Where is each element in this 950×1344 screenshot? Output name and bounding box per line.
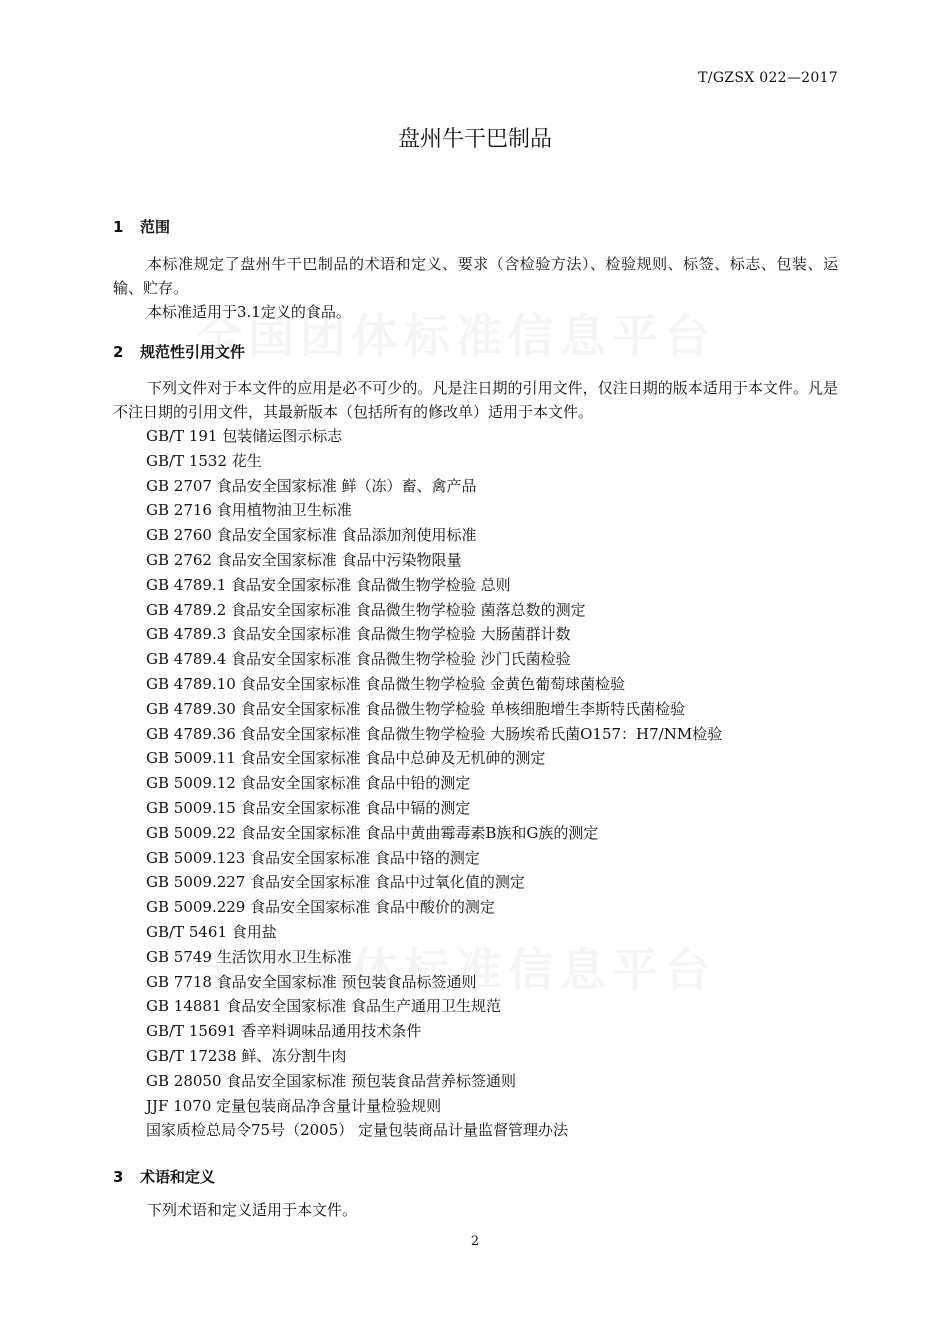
reference-item: GB 2716 食用植物油卫生标准 <box>146 501 352 520</box>
reference-item: GB 2760 食品安全国家标准 食品添加剂使用标准 <box>146 526 477 545</box>
section-number: 3 <box>113 1168 124 1186</box>
reference-item: GB 14881 食品安全国家标准 食品生产通用卫生规范 <box>146 997 502 1016</box>
reference-list <box>146 424 722 1143</box>
reference-item: GB/T 15691 香辛料调味品通用技术条件 <box>146 1022 422 1041</box>
reference-item: GB 5009.11 食品安全国家标准 食品中总砷及无机砷的测定 <box>146 749 546 768</box>
reference-item: GB 5009.229 食品安全国家标准 食品中酸价的测定 <box>146 898 495 917</box>
section-heading-normative <box>113 341 245 362</box>
scope-paragraph: 本标准规定了盘州牛干巴制品的术语和定义、要求（含检验方法）、检验规则、标签、标志、包装、运输、贮存。 <box>113 255 838 297</box>
reference-item: GB 2707 食品安全国家标准 鲜（冻）畜、禽产品 <box>146 476 477 495</box>
reference-item: GB 4789.36 食品安全国家标准 食品微生物学检验 大肠埃希氏菌O157：H7/NM检验 <box>146 724 723 743</box>
reference-item: GB 5009.12 食品安全国家标准 食品中铅的测定 <box>146 774 471 793</box>
section-heading-scope <box>113 216 170 237</box>
reference-item: GB 4789.3 食品安全国家标准 食品微生物学检验 大肠菌群计数 <box>146 625 571 644</box>
reference-item: GB 4789.30 食品安全国家标准 食品微生物学检验 单核细胞增生李斯特氏菌检验 <box>146 699 686 718</box>
reference-item: GB 5009.123 食品安全国家标准 食品中铬的测定 <box>146 848 480 867</box>
section-heading-terms <box>113 1166 215 1187</box>
reference-item: GB 4789.2 食品安全国家标准 食品微生物学检验 菌落总数的测定 <box>146 600 586 619</box>
reference-item: 国家质检总局令75号（2005） 定量包装商品计量监督管理办法 <box>146 1121 569 1140</box>
normative-intro: 下列文件对于本文件的应用是必不可少的。凡是注日期的引用文件，仅注日期的版本适用于本文件。凡是不注日期的引用文件，其最新版本（包括所有的修改单）适用于本文件。 <box>113 379 838 421</box>
reference-item: GB 4789.10 食品安全国家标准 食品微生物学检验 金黄色葡萄球菌检验 <box>146 674 626 693</box>
document-title: 盘州牛干巴制品 <box>397 127 552 152</box>
standard-code: T/GZSX 022—2017 <box>698 70 838 86</box>
section-title: 规范性引用文件 <box>140 343 246 361</box>
page-number: 2 <box>470 1234 480 1249</box>
section-title: 范围 <box>140 218 171 236</box>
reference-item: GB/T 1532 花生 <box>146 451 262 470</box>
reference-item: GB 2762 食品安全国家标准 食品中污染物限量 <box>146 550 462 569</box>
reference-item: GB/T 191 包装储运图示标志 <box>146 427 343 445</box>
reference-item: GB 7718 食品安全国家标准 预包装食品标签通则 <box>146 972 477 991</box>
reference-item: GB 5009.15 食品安全国家标准 食品中镉的测定 <box>146 798 471 817</box>
reference-item: GB/T 17238 鲜、冻分割牛肉 <box>146 1046 347 1065</box>
reference-item: JJF 1070 定量包装商品净含量计量检验规则 <box>146 1096 442 1115</box>
reference-item: GB 5009.227 食品安全国家标准 食品中过氧化值的测定 <box>146 873 525 892</box>
scope-paragraph: 本标准适用于3.1定义的食品。 <box>147 303 351 321</box>
reference-item: GB/T 5461 食用盐 <box>146 922 277 941</box>
reference-item: GB 4789.1 食品安全国家标准 食品微生物学检验 总则 <box>146 575 511 594</box>
reference-item: GB 28050 食品安全国家标准 预包装食品营养标签通则 <box>146 1071 517 1090</box>
reference-item: GB 5749 生活饮用水卫生标准 <box>146 947 352 966</box>
section-number: 1 <box>113 218 124 236</box>
reference-item: GB 5009.22 食品安全国家标准 食品中黄曲霉毒素B族和G族的测定 <box>146 823 599 842</box>
terms-intro: 下列术语和定义适用于本文件。 <box>147 1201 358 1219</box>
section-title: 术语和定义 <box>140 1168 216 1186</box>
reference-item: GB 4789.4 食品安全国家标准 食品微生物学检验 沙门氏菌检验 <box>146 650 571 669</box>
section-number: 2 <box>113 343 124 361</box>
